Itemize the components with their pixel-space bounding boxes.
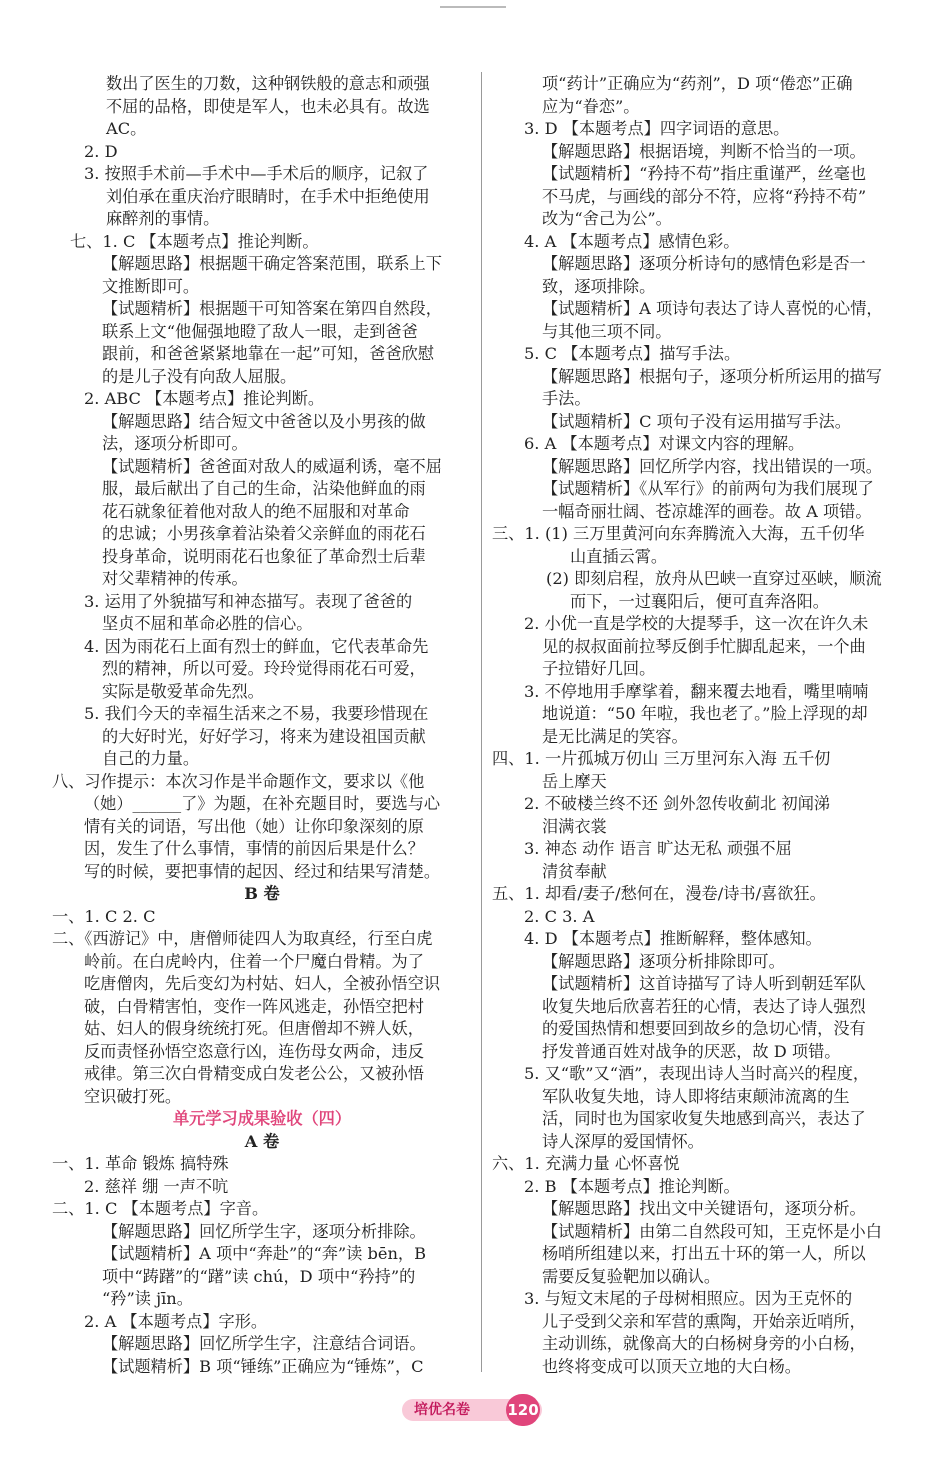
left-column-line: 刘伯承在重庆治疗眼睛时，在手术中拒绝使用 — [106, 186, 430, 206]
right-column-line: 诗人深厚的爱国情怀。 — [542, 1131, 704, 1151]
left-column-line: 戒律。第三次白骨精变成白发老公公，又被孙悟 — [84, 1064, 424, 1083]
left-column-line: 麻醉剂的事情。 — [106, 209, 220, 228]
right-column-line: 收复失地后欣喜若狂的心情，表达了诗人强烈 — [542, 996, 866, 1016]
left-column-line: 项中“踌躇”的“躇”读 chú，D 项中“矜持”的 — [102, 1266, 416, 1286]
right-column-line: 应为“眷恋”。 — [542, 96, 640, 116]
right-column-line: 【试题精析】由第二自然段可知，王克怀是小白 — [542, 1221, 882, 1241]
left-column-line: 2. D — [84, 141, 118, 161]
left-column-line: 服，最后献出了自己的生命，沾染他鲜血的雨 — [102, 479, 426, 498]
left-column-line: 写的时候，要把事情的起因、经过和结果写清楚。 — [84, 861, 441, 881]
page-footer — [0, 1395, 947, 1427]
right-column-line: 的爱国热情和想要回到故乡的急切心情，没有 — [542, 1019, 866, 1038]
left-column-line: 数出了医生的刀数，这种钢铁般的意志和顽强 — [106, 74, 430, 93]
left-column-line: B 卷 — [244, 884, 280, 903]
left-column — [52, 73, 472, 1378]
left-column-line: 一、1. 革命 锻炼 搞特殊 — [52, 1154, 229, 1173]
left-column-line: 坚贞不屈和革命必胜的信心。 — [102, 614, 313, 633]
right-column-line: 改为“舍己为公”。 — [542, 209, 672, 228]
left-column-line: 一、1. C 2. C — [52, 906, 156, 926]
right-column-line: 【解题思路】根据句子，逐项分析所运用的描写 — [542, 366, 882, 386]
right-column-line: 【解题思路】回忆所学内容，找出错误的一项。 — [542, 456, 882, 476]
right-column-line: 2. C 3. A — [524, 906, 595, 926]
left-column-line: （她）______了》为题，在补充题目时，要选与心 — [84, 794, 441, 813]
right-column-line: 4. A 【本题考点】感情色彩。 — [524, 231, 740, 251]
right-column-line: 抒发普通百姓对战争的厌恶，故 D 项错。 — [542, 1041, 841, 1061]
right-column-line: 也终将变成可以顶天立地的大白杨。 — [542, 1356, 801, 1376]
right-column-line: 子拉错好几回。 — [542, 659, 656, 678]
left-column-line: 破，白骨精害怕，变作一阵风逃走，孙悟空把村 — [84, 996, 424, 1016]
right-column-line: 五、1. 却看/妻子/愁何在，漫卷/诗书/喜欲狂。 — [492, 884, 826, 903]
left-column-line: 的是儿子没有向敌人屈服。 — [102, 366, 297, 386]
right-column-line: 四、1. 一片孤城万仞山 三万里河东入海 五千仞 — [492, 749, 831, 768]
left-column-line: 对父辈精神的传承。 — [102, 569, 248, 588]
right-column-line: 见的叔叔面前拉琴反倒手忙脚乱起来，一个曲 — [542, 636, 866, 656]
right-column-line: 3. 与短文末尾的子母树相照应。因为王克怀的 — [524, 1289, 853, 1308]
left-column-line: 反而责怪孙悟空恣意行凶，连伤母女两命，违反 — [84, 1041, 424, 1061]
left-column-line: 单元学习成果验收（四） — [172, 1109, 352, 1128]
left-column-line: “矜”读 jīn。 — [102, 1289, 193, 1308]
right-column-line: 【解题思路】逐项分析诗句的感情色彩是否一 — [542, 254, 866, 273]
right-column-line: 3. 不停地用手摩挲着，翻来覆去地看，嘴里喃喃 — [524, 681, 869, 701]
right-column-line: 一幅奇丽壮阔、苍凉雄浑的画卷。故 A 项错。 — [542, 501, 872, 521]
left-column-line: 投身革命，说明雨花石也象征了革命烈士后辈 — [102, 546, 426, 566]
left-column-line: 2. 慈祥 绷 一声不吭 — [84, 1176, 229, 1196]
left-column-line: 烈的精神，所以可爱。玲玲觉得雨花石可爱， — [102, 659, 426, 678]
right-column-line: 军队收复失地，诗人即将结束颠沛流离的生 — [542, 1086, 850, 1106]
left-column-line: 3. 按照手术前—手术中—手术后的顺序，记叙了 — [84, 164, 429, 183]
left-column-line: 吃唐僧肉，先后变幻为村姑、妇人，全被孙悟空识 — [84, 974, 441, 993]
left-column-line: 的忠诚；小男孩拿着沾染着父亲鲜血的雨花石 — [102, 524, 426, 543]
left-column-line: 法，逐项分析即可。 — [102, 434, 248, 453]
right-column-line: 地说道：“50 年啦，我也老了。”脸上浮现的却 — [542, 704, 868, 723]
right-column-line: 【试题精析】“矜持不苟”指庄重谨严，丝毫也 — [542, 164, 867, 183]
right-column-line: 5. 又“歌”又“酒”，表现出诗人当时高兴的程度， — [524, 1064, 870, 1083]
left-column-line: 3. 运用了外貌描写和神态描写。表现了爸爸的 — [84, 591, 413, 611]
right-column-line: 不马虎，与画线的部分不符，应将“矜持不苟” — [542, 186, 867, 206]
right-column-line: 儿子受到父亲和军营的熏陶，开始亲近哨所， — [542, 1311, 866, 1331]
left-column-line: 联系上文“他倔强地瞪了敌人一眼，走到爸爸 — [102, 321, 418, 341]
right-column-line: 2. 不破楼兰终不还 剑外忽传收蓟北 初闻涕 — [524, 794, 831, 813]
left-column-line: 【试题精析】爸爸面对敌人的威逼利诱，毫不屈 — [102, 456, 442, 476]
left-column-line: 2. ABC 【本题考点】推论判断。 — [84, 389, 325, 408]
right-column-line: 【解题思路】逐项分析排除即可。 — [542, 951, 785, 971]
right-column-line: 【解题思路】找出文中关键语句，逐项分析。 — [542, 1199, 866, 1218]
page-number: 120 — [506, 1394, 540, 1426]
right-column — [492, 73, 904, 1378]
left-column-line: 【试题精析】A 项中“奔赴”的“奔”读 bēn，B — [102, 1244, 426, 1263]
right-column-line: 与其他三项不同。 — [542, 321, 672, 341]
footer-label: 培优名卷 — [414, 1402, 470, 1418]
left-column-line: 姑、妇人的假身统统打死。但唐僧却不辨人妖， — [84, 1019, 424, 1038]
right-column-line: 3. 神态 动作 语言 旷达无私 顽强不屈 — [524, 839, 792, 858]
right-column-line: 【解题思路】根据语境，判断不恰当的一项。 — [542, 141, 866, 161]
right-column-line: 手法。 — [542, 389, 591, 408]
right-column-line: 4. D 【本题考点】推断解释，整体感知。 — [524, 929, 822, 948]
left-column-line: 4. 因为雨花石上面有烈士的鲜血，它代表革命先 — [84, 636, 429, 656]
column-divider — [481, 72, 482, 1372]
left-column-line: 七、1. C 【本题考点】推论判断。 — [70, 231, 319, 251]
right-column-line: 而下，一过襄阳后，便可直奔洛阳。 — [570, 591, 829, 611]
right-column-line: 【试题精析】C 项句子没有运用描写手法。 — [542, 411, 851, 431]
left-column-line: 【试题精析】根据题干可知答案在第四自然段， — [102, 299, 442, 318]
left-column-line: 文推断即可。 — [102, 276, 200, 296]
left-column-line: 的大好时光，好好学习，将来为建设祖国贡献 — [102, 726, 426, 746]
right-column-line: 项“药计”正确应为“药剂”，D 项“倦恋”正确 — [542, 74, 853, 93]
left-column-line: 【解题思路】结合短文中爸爸以及小男孩的做 — [102, 411, 426, 431]
left-column-line: 自己的力量。 — [102, 749, 200, 768]
right-column-line: 3. D 【本题考点】四字词语的意思。 — [524, 119, 790, 138]
right-column-line: 杨哨所组建以来，打出五十环的第一人，所以 — [542, 1244, 866, 1263]
top-mark — [440, 6, 506, 8]
left-column-line: 【解题思路】回忆所学生字，注意结合词语。 — [102, 1334, 426, 1353]
left-column-line: 空识破打死。 — [84, 1086, 182, 1106]
right-column-line: 6. A 【本题考点】对课文内容的理解。 — [524, 434, 805, 453]
right-column-line: 主动训练，就像高大的白杨树身旁的小白杨， — [542, 1334, 866, 1353]
right-column-line: 活，同时也为国家收复失地感到高兴，表达了 — [542, 1109, 866, 1128]
right-column-line: 【试题精析】《从军行》的前两句为我们展现了 — [542, 479, 874, 498]
left-column-line: 跟前，和爸爸紧紧地靠在一起”可知，爸爸欣慰 — [102, 344, 435, 363]
left-column-line: 【解题思路】根据题干确定答案范围，联系上下 — [102, 254, 442, 273]
left-column-line: A 卷 — [244, 1131, 280, 1151]
left-column-line: 【解题思路】回忆所学生字，逐项分析排除。 — [102, 1221, 426, 1241]
right-column-line: 三、1. (1) 三万里黄河向东奔腾流入大海，五千仞华 — [492, 524, 865, 543]
left-column-line: 花石就象征着他对敌人的绝不屈服和对革命 — [102, 501, 410, 521]
right-column-line: 是无比满足的笑容。 — [542, 726, 688, 746]
right-column-line: 岳上摩天 — [542, 771, 607, 791]
right-column-line: 需要反复验靶加以确认。 — [542, 1266, 721, 1286]
left-column-line: 【试题精析】B 项“锤练”正确应为“锤炼”，C — [102, 1356, 424, 1376]
left-column-line: 岭前。在白虎岭内，住着一个尸魔白骨精。为了 — [84, 951, 424, 971]
right-column-line: 泪满衣裳 — [542, 816, 607, 836]
right-column-line: 【试题精析】A 项诗句表达了诗人喜悦的心情， — [542, 299, 883, 318]
left-column-line: 因，发生了什么事情，事情的前因后果是什么？ — [84, 839, 424, 858]
left-column-line: AC。 — [106, 119, 147, 138]
right-column-line: 清贫奉献 — [542, 861, 607, 881]
left-column-line: 二、1. C 【本题考点】字音。 — [52, 1199, 269, 1218]
right-column-line: 六、1. 充满力量 心怀喜悦 — [492, 1154, 680, 1173]
left-column-line: 实际是敬爱革命先烈。 — [102, 681, 264, 701]
right-column-line: 5. C 【本题考点】描写手法。 — [524, 344, 741, 363]
right-column-line: 致，逐项排除。 — [542, 276, 656, 296]
right-column-line: 2. B 【本题考点】推论判断。 — [524, 1176, 740, 1196]
left-column-line: 不屈的品格，即使是军人，也未必具有。故选 — [106, 96, 430, 116]
right-column-line: 2. 小优一直是学校的大提琴手，这一次在许久未 — [524, 614, 869, 633]
right-column-line: 【试题精析】这首诗描写了诗人听到朝廷军队 — [542, 974, 866, 993]
left-column-line: 5. 我们今天的幸福生活来之不易，我要珍惜现在 — [84, 704, 429, 723]
right-column-line: (2) 即刻启程，放舟从巴峡一直穿过巫峡，顺流 — [546, 569, 882, 588]
left-column-line: 八、习作提示：本次习作是半命题作文，要求以《他 — [52, 771, 425, 791]
left-column-line: 2. A 【本题考点】字形。 — [84, 1311, 268, 1331]
left-column-line: 二、《西游记》中，唐僧师徒四人为取真经，行至白虎 — [52, 929, 433, 948]
left-column-line: 情有关的词语，写出他（她）让你印象深刻的原 — [84, 816, 424, 836]
right-column-line: 山直插云霄。 — [570, 546, 668, 566]
